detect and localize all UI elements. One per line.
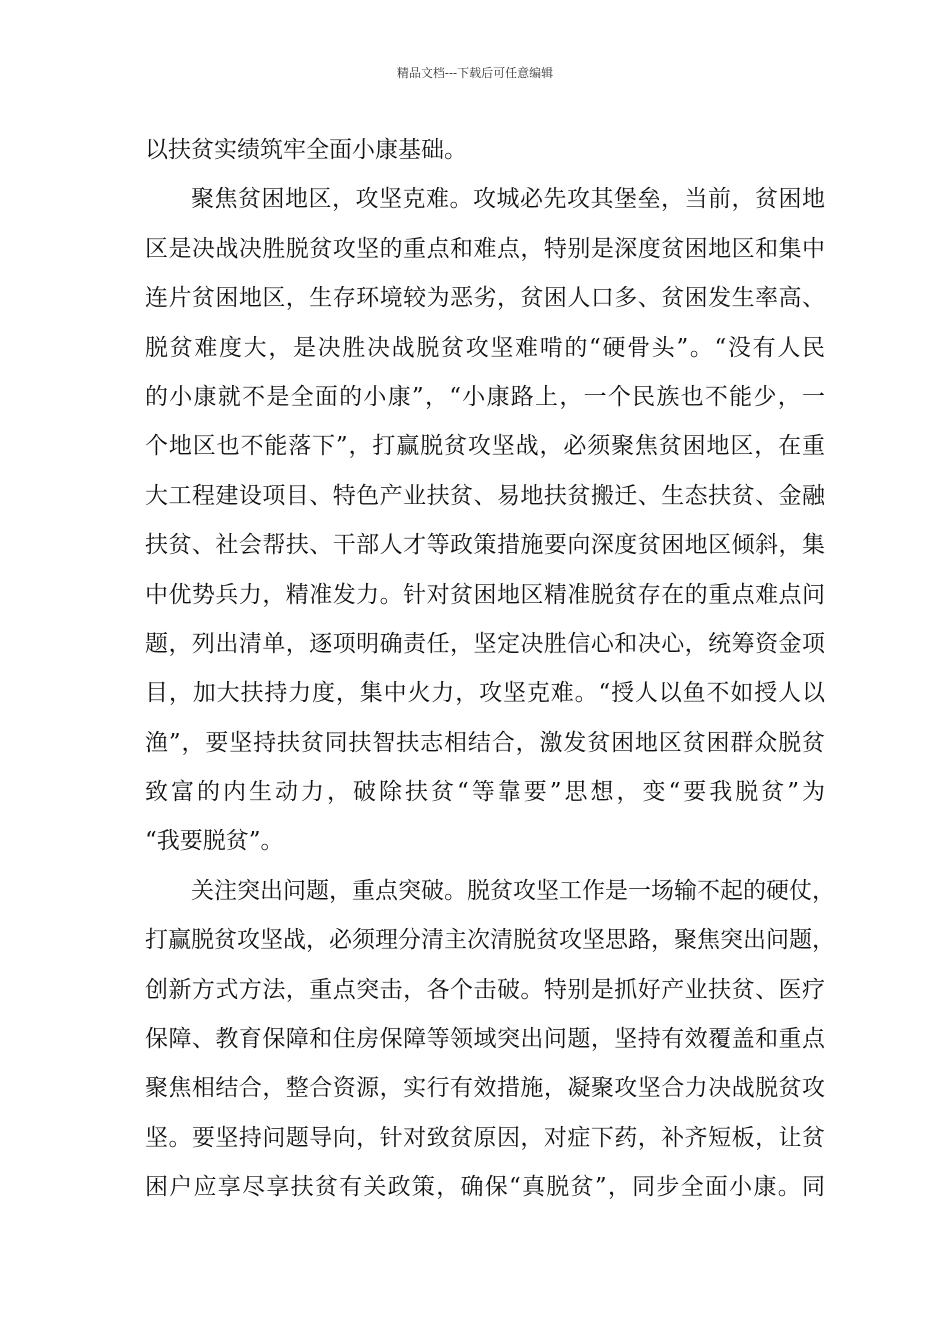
text-line: 中优势兵力，精准发力。针对贫困地区精准脱贫存在的重点难点问 xyxy=(145,581,825,608)
text-line: 保障、教育保障和住房保障等领域突出问题，坚持有效覆盖和重点 xyxy=(145,1026,825,1053)
document-body xyxy=(145,126,835,1213)
text-line: 聚焦相结合，整合资源，实行有效措施，凝聚攻坚合力决战脱贫攻 xyxy=(145,1075,825,1102)
text-line: 目，加大扶持力度，集中火力，攻坚克难。“授人以鱼不如授人以 xyxy=(145,680,825,707)
text-line: 致富的内生动力，破除扶贫“等靠要”思想，变“要我脱贫”为 xyxy=(145,779,825,806)
text-line: 区是决战决胜脱贫攻坚的重点和难点，特别是深度贫困地区和集中 xyxy=(145,235,825,262)
text-line: 题，列出清单，逐项明确责任，坚定决胜信心和决心，统筹资金项 xyxy=(145,630,825,657)
text-line: 打赢脱贫攻坚战，必须理分清主次清脱贫攻坚思路，聚焦突出问题， xyxy=(145,927,835,954)
text-line: 聚焦贫困地区，攻坚克难。攻城必先攻其堡垒，当前，贫困地 xyxy=(191,186,825,213)
text-line: 渔”，要坚持扶贫同扶智扶志相结合，激发贫困地区贫困群众脱贫 xyxy=(145,729,825,756)
text-line: 关注突出问题，重点突破。脱贫攻坚工作是一场输不起的硬仗， xyxy=(191,877,835,904)
text-line: 连片贫困地区，生存环境较为恶劣，贫困人口多、贫困发生率高、 xyxy=(145,285,825,312)
text-line: 困户应享尽享扶贫有关政策，确保“真脱贫”，同步全面小康。同 xyxy=(145,1174,825,1201)
text-line: 以扶贫实绩筑牢全面小康基础。 xyxy=(145,137,467,163)
text-line: 脱贫难度大，是决胜决战脱贫攻坚难啃的“硬骨头”。“没有人民 xyxy=(145,334,825,361)
text-line: “我要脱贫”。 xyxy=(145,828,284,855)
text-line: 坚。要坚持问题导向，针对致贫原因，对症下药，补齐短板，让贫 xyxy=(145,1124,825,1151)
page-header: 精品文档---下载后可任意编辑 xyxy=(396,66,554,80)
text-line: 创新方式方法，重点突击，各个击破。特别是抓好产业扶贫、医疗 xyxy=(145,976,825,1003)
text-line: 的小康就不是全面的小康”，“小康路上，一个民族也不能少，一 xyxy=(145,383,825,410)
text-line: 个地区也不能落下”，打赢脱贫攻坚战，必须聚焦贫困地区，在重 xyxy=(145,433,825,460)
text-line: 扶贫、社会帮扶、干部人才等政策措施要向深度贫困地区倾斜，集 xyxy=(145,532,825,559)
text-line: 大工程建设项目、特色产业扶贫、易地扶贫搬迁、生态扶贫、金融 xyxy=(145,482,825,509)
